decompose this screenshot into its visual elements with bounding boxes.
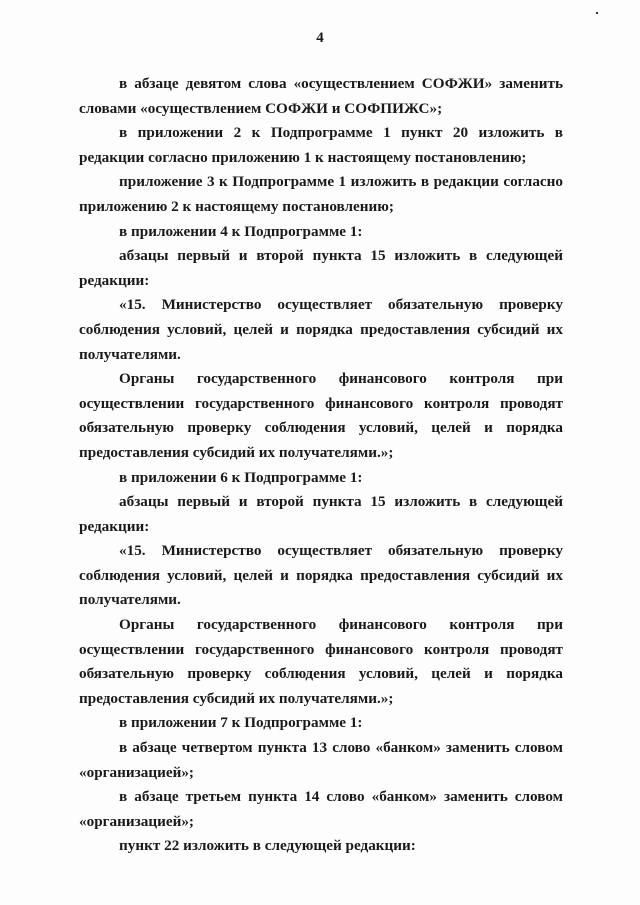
- paragraph: пункт 22 изложить в следующей редакции:: [119, 837, 416, 855]
- document-body: [79, 72, 563, 859]
- paragraph: «15. Министерство осуществляет обязательную проверку соблюдения условий, целей и порядка предоставления субсидий их получателями.: [79, 542, 563, 609]
- paragraph: приложение 3 к Подпрограмме 1 изложить в редакции согласно приложению 2 к настоящему постановлению;: [79, 173, 563, 215]
- paragraph: Органы государственного финансового контроля при осуществлении государственного финансового контроля проводят обязательную проверку соблюдения условий, целей и порядка предоставления субсидий их получателями.»;: [79, 616, 563, 707]
- paragraph: в приложении 7 к Подпрограмме 1:: [119, 714, 363, 732]
- paragraph: абзацы первый и второй пункта 15 изложить в следующей редакции:: [79, 493, 563, 535]
- scan-mark: [596, 12, 598, 14]
- paragraph: в абзаце девятом слова «осуществлением СОФЖИ» заменить словами «осуществлением СОФЖИ и СОФПИЖС»;: [79, 75, 563, 117]
- paragraph: в приложении 6 к Подпрограмме 1:: [119, 468, 363, 486]
- paragraph: в приложении 4 к Подпрограмме 1:: [119, 222, 363, 240]
- paragraph: в приложении 2 к Подпрограмме 1 пункт 20 изложить в редакции согласно приложению 1 к настоящему постановлению;: [79, 124, 563, 166]
- paragraph: в абзаце четвертом пункта 13 слово «банком» заменить словом «организацией»;: [79, 739, 563, 781]
- page-number: 4: [316, 30, 324, 46]
- paragraph: в абзаце третьем пункта 14 слово «банком» заменить словом «организацией»;: [79, 788, 563, 830]
- paragraph: Органы государственного финансового контроля при осуществлении государственного финансового контроля проводят обязательную проверку соблюдения условий, целей и порядка предоставления субсидий их получателями.»;: [79, 370, 563, 461]
- paragraph: «15. Министерство осуществляет обязательную проверку соблюдения условий, целей и порядка предоставления субсидий их получателями.: [79, 296, 563, 363]
- paragraph: абзацы первый и второй пункта 15 изложить в следующей редакции:: [79, 247, 563, 289]
